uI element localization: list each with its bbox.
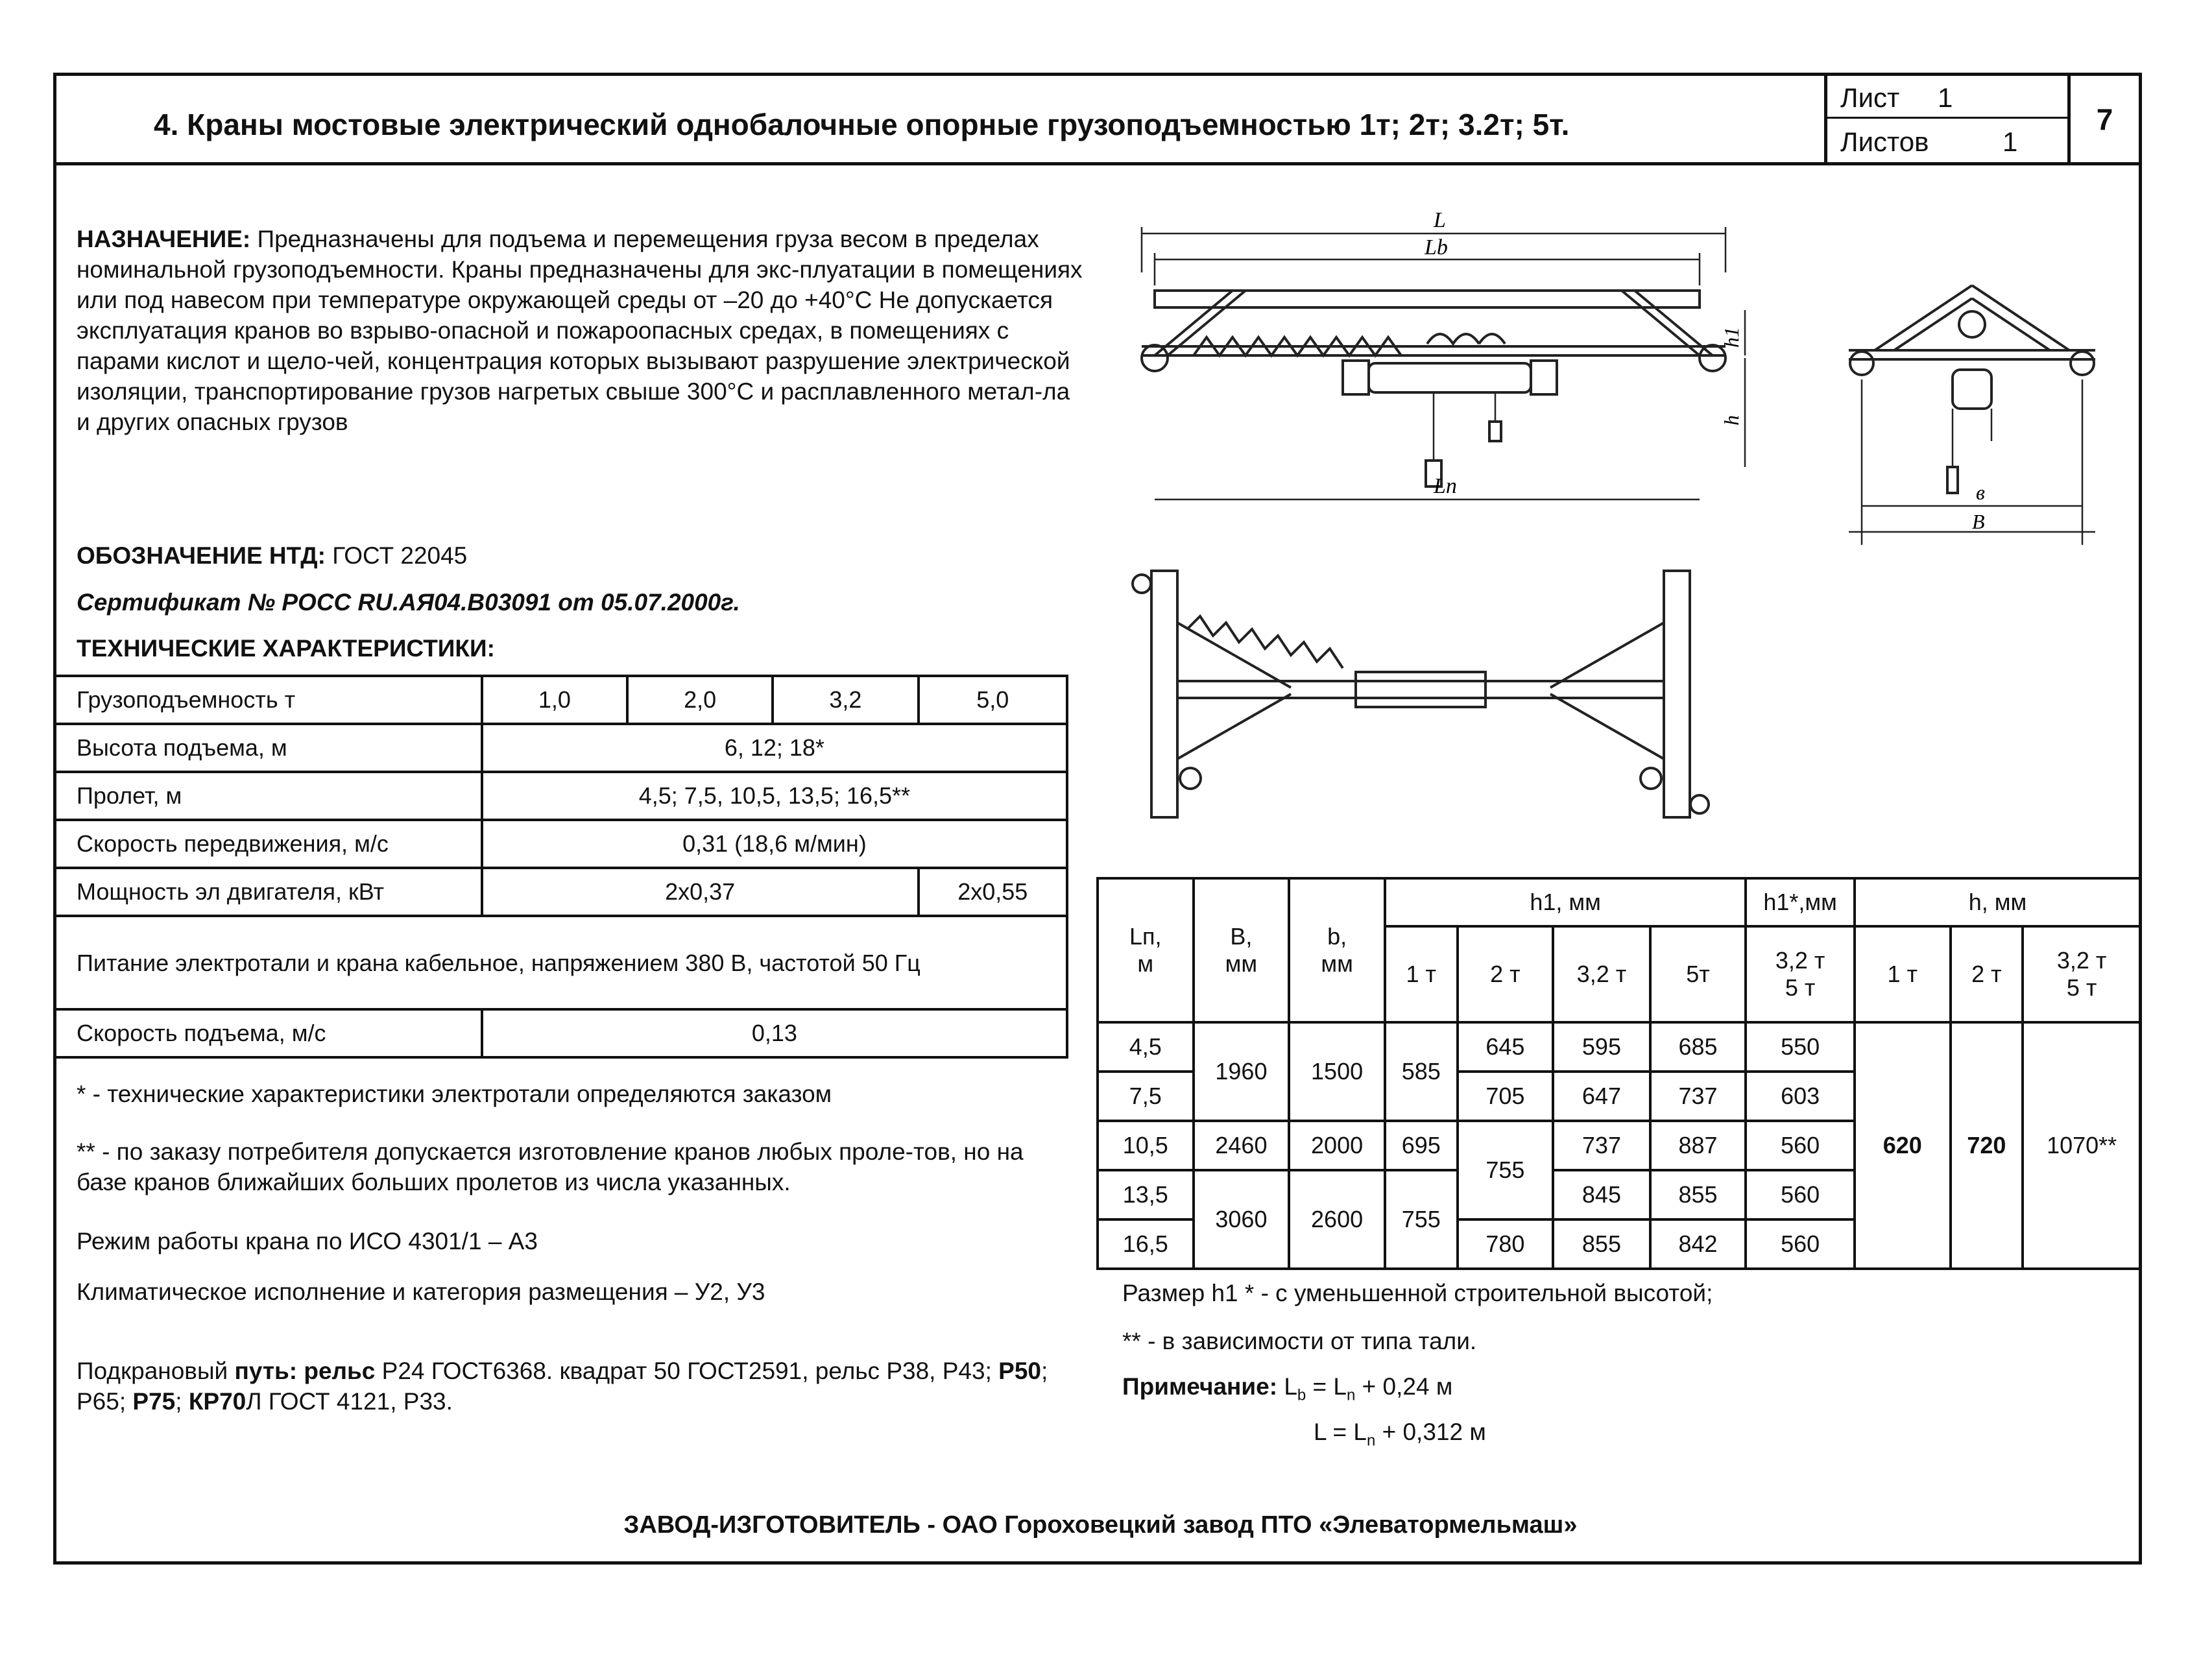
note-text: + 0,312 м <box>1382 1419 1486 1445</box>
table-cell: 1500 <box>1289 1022 1385 1121</box>
spec-cell: 2x0,37 <box>482 868 919 916</box>
table-cell: 887 <box>1650 1121 1746 1170</box>
note-text: = L <box>1306 1373 1347 1400</box>
table-row <box>54 916 1067 1009</box>
spec-cell: 4,5; 7,5, 10,5, 13,5; 16,5** <box>482 772 1067 820</box>
ntd-value: ГОСТ 22045 <box>332 542 468 569</box>
dim-h1: h1 <box>1720 327 1743 348</box>
note-text: Подкрановый <box>77 1358 235 1384</box>
note-label: Примечание: <box>1122 1373 1278 1400</box>
table-row <box>54 1009 1067 1057</box>
note-text: КР70 <box>188 1388 247 1415</box>
table-cell: 705 <box>1458 1072 1554 1121</box>
page-number: 7 <box>2096 102 2113 136</box>
table-header-cell: b, мм <box>1289 878 1385 1022</box>
dim-b: в <box>1976 481 1985 504</box>
table-cell: 685 <box>1650 1022 1746 1072</box>
crane-plan-view-drawing <box>1129 564 1713 824</box>
dim-Lb: Lb <box>1425 235 1448 259</box>
note-text: ; Р65; <box>77 1358 1048 1415</box>
spec-cell: Высота подъема, м <box>54 724 482 772</box>
table-cell: 2000 <box>1289 1121 1385 1170</box>
tech-title: ТЕХНИЧЕСКИЕ ХАРАКТЕРИСТИКИ: <box>77 635 495 662</box>
table-cell: 855 <box>1553 1219 1650 1269</box>
table-cell: 755 <box>1385 1170 1458 1269</box>
spec-cell: 1,0 <box>482 676 627 724</box>
note-text: Р75 <box>132 1388 176 1415</box>
spec-cell: 2x0,55 <box>919 868 1067 916</box>
note-text: ; <box>175 1388 189 1415</box>
note-text: рельс <box>304 1358 376 1384</box>
table-row <box>54 820 1067 868</box>
table-row <box>54 772 1067 820</box>
spec-cell: Скорость передвижения, м/с <box>54 820 482 868</box>
table-cell: 560 <box>1746 1170 1855 1219</box>
table-row <box>54 676 1067 724</box>
crane-end-view-drawing <box>1836 272 2108 558</box>
table-header-cell: h, мм <box>1855 878 2141 926</box>
table-cell: 4,5 <box>1098 1022 1194 1072</box>
note-3: Режим работы крана по ИСО 4301/1 – А3 <box>77 1228 538 1254</box>
table-cell: 10,5 <box>1098 1121 1194 1170</box>
spec-cell: 0,13 <box>482 1009 1067 1057</box>
spec-cell: 6, 12; 18* <box>482 724 1067 772</box>
spec-cell: 5,0 <box>919 676 1067 724</box>
ntd-line <box>77 540 467 571</box>
table-header-cell: h1*,мм <box>1746 878 1855 926</box>
note-text: Р50 <box>998 1358 1041 1384</box>
spec-cell: 2,0 <box>627 676 773 724</box>
table-header-cell: 1 т <box>1855 926 1951 1022</box>
note-text <box>297 1358 304 1384</box>
table-cell: 737 <box>1553 1121 1650 1170</box>
right-note-2: ** - в зависимости от типа тали. <box>1122 1328 1477 1354</box>
table-header-cell: 3,2 т 5 т <box>2023 926 2141 1022</box>
dimensions-table <box>1096 877 2142 1270</box>
table-cell: 560 <box>1746 1121 1855 1170</box>
table-header-cell: B, мм <box>1194 878 1290 1022</box>
sheet-label: Лист <box>1840 82 1900 113</box>
table-cell: 720 <box>1951 1022 2023 1269</box>
table-row <box>54 724 1067 772</box>
table-cell: 2460 <box>1194 1121 1290 1170</box>
right-note-formula-1 <box>1122 1371 1452 1410</box>
note-text: b <box>1297 1386 1306 1404</box>
manufacturer-footer: ЗАВОД-ИЗГОТОВИТЕЛЬ - ОАО Гороховецкий завод ПТО «Элеватормельмаш» <box>623 1511 1578 1539</box>
dim-h: h <box>1720 415 1743 426</box>
note-2: ** - по заказу потребителя допускается изготовление кранов любых проле-тов, но на базе кранов ближайших больших пролетов из числа указанных. <box>77 1138 1024 1195</box>
table-cell: 647 <box>1553 1072 1650 1121</box>
spec-table <box>53 675 1068 1059</box>
spec-cell: 3,2 <box>773 676 918 724</box>
purpose-label: НАЗНАЧЕНИЕ: <box>77 226 251 252</box>
spec-cell: Грузоподъемность т <box>54 676 482 724</box>
table-cell: 845 <box>1553 1170 1650 1219</box>
page-title: 4. Краны мостовые электрический однобалочные опорные грузоподъемностью 1т; 2т; 3.2т; 5т. <box>154 108 1570 141</box>
table-cell: 595 <box>1553 1022 1650 1072</box>
table-cell: 13,5 <box>1098 1170 1194 1219</box>
table-cell: 737 <box>1650 1072 1746 1121</box>
certificate: Сертификат № РОСС RU.АЯ04.B03091 от 05.07.2000г. <box>77 589 740 616</box>
table-cell: 585 <box>1385 1022 1458 1121</box>
table-cell: 603 <box>1746 1072 1855 1121</box>
table-cell: 7,5 <box>1098 1072 1194 1121</box>
note-5 <box>77 1356 1076 1417</box>
sheet-value: 1 <box>1938 82 1953 113</box>
table-row <box>1098 1022 2141 1072</box>
header <box>56 76 2139 165</box>
note-text: Р24 ГОСТ6368. квадрат 50 ГОСТ2591, рельс Р38, Р43; <box>375 1358 999 1384</box>
table-header-cell: 3,2 т <box>1553 926 1650 1022</box>
table-header-cell: 2 т <box>1458 926 1554 1022</box>
table-header-cell: 3,2 т 5 т <box>1746 926 1855 1022</box>
note-text: + 0,24 м <box>1362 1373 1453 1400</box>
spec-cell: Скорость подъема, м/с <box>54 1009 482 1057</box>
table-header-cell: 5т <box>1650 926 1746 1022</box>
spec-cell: Пролет, м <box>54 772 482 820</box>
table-cell: 855 <box>1650 1170 1746 1219</box>
table-cell: 16,5 <box>1098 1219 1194 1269</box>
table-cell: 550 <box>1746 1022 1855 1072</box>
table-header-cell: Lп, м <box>1098 878 1194 1022</box>
purpose-text: Предназначены для подъема и перемещения груза весом в пределах номинальной грузоподъемности. Краны предназначены для экс-плуатации в помещениях или под навесом при температуре окружающей среды от –20 до +40°С Не допускается эксплуатация кранов во взрыво-опасной и пожароопасных средах, в помещениях с парами кислот и щело-чей, концентрация которых вызывают разрушение электрической изоляции, транспортирование грузов нагретых свыше 300°С и расплавленного метал-ла и других опасных грузов <box>77 226 1083 435</box>
note-text: n <box>1366 1432 1376 1450</box>
spec-cell: Мощность эл двигателя, кВт <box>54 868 482 916</box>
table-cell: 2600 <box>1289 1170 1385 1269</box>
table-cell: 695 <box>1385 1121 1458 1170</box>
table-cell: 842 <box>1650 1219 1746 1269</box>
note-text: Л ГОСТ 4121, Р33. <box>246 1388 453 1415</box>
spec-cell: 0,31 (18,6 м/мин) <box>482 820 1067 868</box>
table-row <box>54 868 1067 916</box>
dim-B: B <box>1972 510 1985 533</box>
right-note-formula-2 <box>1314 1417 1486 1456</box>
crane-side-view-drawing <box>1129 208 1743 519</box>
table-cell: 1960 <box>1194 1022 1290 1121</box>
table-header-cell: 1 т <box>1385 926 1458 1022</box>
note-text: L <box>1284 1373 1297 1400</box>
note-1: * - технические характеристики электротали определяются заказом <box>77 1081 832 1107</box>
note-4: Климатическое исполнение и категория размещения – У2, У3 <box>77 1278 765 1305</box>
sheets-label: Листов <box>1840 126 1929 157</box>
table-cell: 645 <box>1458 1022 1554 1072</box>
table-header-cell: 2 т <box>1951 926 2023 1022</box>
table-cell: 755 <box>1458 1121 1554 1219</box>
note-text: путь: <box>234 1358 298 1384</box>
sheets-value: 1 <box>2003 126 2018 157</box>
sheet-box <box>1824 76 2071 162</box>
right-note-1: Размер h1 * - с уменьшенной строительной высотой; <box>1122 1280 1713 1306</box>
table-cell: 3060 <box>1194 1170 1290 1269</box>
table-cell: 1070** <box>2023 1022 2141 1269</box>
ntd-label: ОБОЗНАЧЕНИЕ НТД: <box>77 542 326 569</box>
note-text: n <box>1347 1386 1356 1404</box>
note-text: L = L <box>1314 1419 1367 1445</box>
dim-L: L <box>1434 208 1446 232</box>
dim-Ln: Lп <box>1434 474 1457 498</box>
table-cell: 780 <box>1458 1219 1554 1269</box>
table-row <box>1098 878 2141 926</box>
table-cell: 560 <box>1746 1219 1855 1269</box>
spec-cell: Питание электротали и крана кабельное, напряжением 380 В, частотой 50 Гц <box>54 916 1067 1009</box>
purpose-paragraph <box>77 224 1088 437</box>
table-header-cell: h1, мм <box>1385 878 1746 926</box>
table-cell: 620 <box>1855 1022 1951 1269</box>
